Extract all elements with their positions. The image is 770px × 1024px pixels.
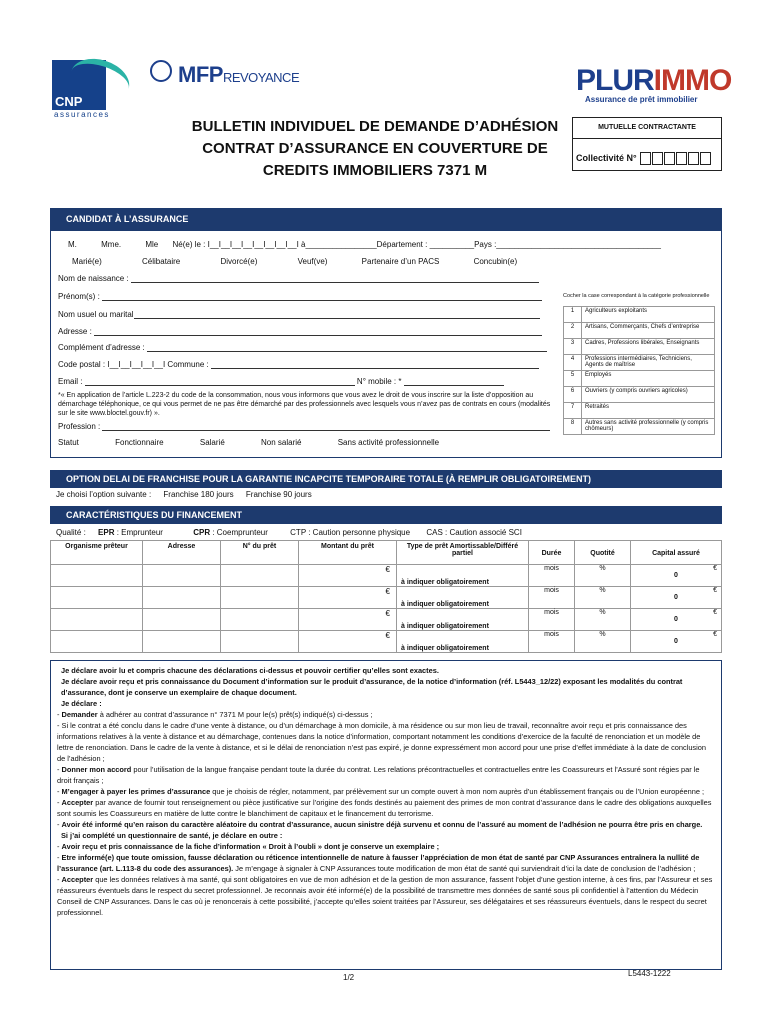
capital-value: 0 — [674, 638, 678, 645]
qualite-cas[interactable]: CAS : Caution associé SCI — [426, 528, 522, 537]
col-quotite: Quotité — [575, 541, 631, 565]
numero-cell[interactable] — [221, 587, 299, 609]
montant-cell[interactable]: € — [299, 609, 397, 631]
declaration-items — [57, 709, 715, 830]
duree-cell[interactable]: mois — [529, 587, 575, 609]
prenoms-row — [58, 292, 542, 301]
col-numero: N° du prêt — [221, 541, 299, 565]
categorie-number: 8 — [564, 419, 582, 435]
situation-row — [72, 257, 517, 266]
declaration-p2: Je déclare avoir reçu et pris connaissance du Document d’information sur le produit d’assurance, de la notice d’information (réf. L5443_12/22) exposant les modalités du contrat d’assurance, dont je conserve un exemplaire de chaque document. — [61, 677, 683, 697]
document-title — [140, 116, 610, 182]
plurimmo-logo-b: IMMO — [653, 64, 732, 97]
montant-cell[interactable]: € — [299, 631, 397, 653]
declaration-item-bold: Accepter — [61, 875, 94, 884]
title-line-2: CONTRAT D’ASSURANCE EN COUVERTURE DE — [202, 140, 548, 157]
capital-cell — [631, 609, 722, 631]
duree-cell[interactable]: mois — [529, 631, 575, 653]
categorie-row[interactable] — [564, 387, 715, 403]
capital-cell — [631, 587, 722, 609]
civilite-row — [68, 240, 661, 249]
financement-row[interactable] — [51, 587, 722, 609]
collectivite-digit[interactable] — [688, 152, 699, 165]
categorie-number: 3 — [564, 339, 582, 355]
numero-cell[interactable] — [221, 565, 299, 587]
franchise-90[interactable]: Franchise 90 jours — [245, 490, 312, 499]
statut-non-salarie[interactable]: Non salarié — [261, 438, 302, 447]
categorie-row[interactable] — [564, 371, 715, 387]
declaration-item: - Etre informé(e) que toute omission, fausse déclaration ou réticence intentionnelle de nature à fausser l’appréciation de mon état de santé par CNP Assurances entraînera la nullité de l’assurance (art. L.113-8 du code des assurances). Je m’engage à signaler à CNP Assurances toute modification de mon état de santé qui surviendrait d’ici la date de conclusion de l’adhésion ; — [57, 853, 700, 873]
adresse-label: Adresse : — [58, 327, 92, 336]
declaration-item-text: que les données relatives à ma santé, qui sont obligatoires en vue de mon adhésion et de la gestion de mon assurance, fassent l’objet d’une gestion interne, à ces fins, par l’Assureur et ses réassureurs éventuels dans le respect du secret professionnel. Je reconnais avoir été informé(e) de la possibilité de transmettre mes données de santé sous pli confidentiel à l’attention du Médecin Conseil de CNP Assurances. Dans le cas où je renoncerais à cette possibilité, j’accepte qu’elles soient traitées par l’Assureur, ses délégataires et ses réassureurs éventuels, dans le respect du secret professionnel. — [57, 875, 713, 917]
bloctel-note: *« En application de l’article L.223-2 du code de la consommation, nous vous informons que vous avez le droit de vous inscrire sur la liste d’opposition au démarchage téléphonique, ce qui vous permet de ne pas être démarché par des professionnels avec lesquels vous n’avez pas de contrats en cours (modalités sur le site www.bloctel.gouv.fr) ». — [58, 392, 551, 417]
cnp-logo-subtitle: assurances — [54, 110, 110, 119]
capital-euro: € — [713, 609, 717, 616]
capital-euro: € — [713, 631, 717, 638]
financement-table — [50, 540, 722, 653]
categorie-row[interactable] — [564, 339, 715, 355]
financement-header-row — [51, 541, 722, 565]
financement-row[interactable] — [51, 631, 722, 653]
categorie-number: 1 — [564, 307, 582, 323]
declaration-p4: Si j’ai complété un questionnaire de santé, je déclare en outre : — [61, 831, 283, 840]
financement-row[interactable] — [51, 565, 722, 587]
complement-input[interactable] — [147, 351, 547, 352]
categorie-label: Agriculteurs exploitants — [582, 307, 715, 323]
adresse-row — [58, 327, 542, 336]
categorie-row[interactable] — [564, 419, 715, 435]
civilite-m[interactable]: M. — [68, 240, 77, 249]
declaration-item-text: Si le contrat a été conclu dans le cadre d’une vente à distance, ou d’un démarchage à mon domicile, à ma résidence ou sur mon lieu de travail, reconnaître avoir reçu et pris connaissance des informations relatives à la vente à distance et au démarchage, contenues dans la notice d’information, comportant notamment les conditions d’exercice de la faculté de renonciation et un modèle de lettre de renonciation. Dans le cadre de la vente à distance, et si le délai de renonciation n’est pas expiré, je donne expressément mon accord pour une prise d’effet immédiate à la date de conclusion de l’adhésion ; — [57, 721, 706, 763]
declaration-items-2 — [57, 841, 715, 918]
plurimmo-subtitle: Assurance de prêt immobilier — [585, 95, 698, 104]
declaration-item: - Avoir été informé qu’en raison du caractère aléatoire du contrat d’assurance, aucun sinistre déjà survenu et connu de l’assuré au moment de l’adhésion ne pourra être pris en charge. — [57, 820, 703, 829]
franchise-header: OPTION DELAI DE FRANCHISE POUR LA GARANTIE INCAPCITE TEMPORAIRE TOTALE (À REMPLIR OBLIGATOIREMENT) — [50, 470, 722, 488]
categorie-number: 2 — [564, 323, 582, 339]
categorie-row[interactable] — [564, 323, 715, 339]
type-cell[interactable]: à indiquer obligatoirement — [397, 631, 529, 653]
franchise-180[interactable]: Franchise 180 jours — [163, 490, 234, 499]
categorie-title: Cocher la case correspondant à la catégorie professionnelle — [563, 293, 710, 299]
declaration-item-bold: Etre informé(e) que toute omission, fausse déclaration ou réticence intentionnelle de nature à fausser l’appréciation de mon état de santé par CNP Assurances entraînera la nullité de l’assurance (art. L.113-8 du code des assurances). — [57, 853, 700, 873]
quotite-cell[interactable]: % — [575, 609, 631, 631]
mfp-logo — [178, 62, 299, 88]
complement-label: Complément d’adresse : — [58, 343, 145, 352]
quotite-cell[interactable]: % — [575, 631, 631, 653]
capital-value: 0 — [674, 616, 678, 623]
birth-info[interactable]: Né(e) le : I__I__I__I__I__I__I__I__I à________________Département : __________Pays :_____________________________________ — [172, 240, 661, 249]
cnp-logo-text: CNP — [55, 94, 83, 109]
declaration-item-bold: Avoir reçu et pris connaissance de la fiche d’information « Droit à l’oubli » dont je conserve un exemplaire ; — [61, 842, 440, 851]
type-cell[interactable]: à indiquer obligatoirement — [397, 587, 529, 609]
declaration-item: - Accepter que les données relatives à ma santé, qui sont obligatoires en vue de mon adhésion et de la gestion de mon assurance, fassent l’objet d’une gestion interne, à ces fins, par l’Assureur et ses réassureurs éventuels dans le respect du secret professionnel. Je reconnais avoir été informé(e) de la possibilité de transmettre mes données de santé sous pli confidentiel à l’attention du Médecin Conseil de CNP Assurances. Dans le cas où je renoncerais à cette possibilité, j’accepte qu’elles soient traitées par l’Assureur, ses délégataires et ses réassureurs éventuels, dans le respect du secret professionnel. — [57, 875, 713, 917]
categorie-number: 6 — [564, 387, 582, 403]
email-label: Email : — [58, 377, 83, 386]
declaration-item-bold: Accepter — [61, 798, 94, 807]
col-adresse: Adresse — [143, 541, 221, 565]
mobile-label: N° mobile : * — [356, 377, 402, 386]
document-reference: L5443-1222 — [628, 969, 671, 978]
civilite-mle[interactable]: Mle — [145, 240, 159, 249]
nom-usuel-input[interactable] — [134, 318, 540, 319]
code-postal-row — [58, 360, 539, 369]
declaration-item-text: Je m’engage à signaler à CNP Assurances toute modification de mon état de santé qui surviendrait d’ici la date de conclusion de l’adhésion ; — [233, 864, 696, 873]
financement-header: CARACTÉRISTIQUES DU FINANCEMENT — [50, 506, 722, 524]
declaration-item: - Accepter par avance de fournir tout renseignement ou pièce justificative sur l’origine des fonds destinés au paiement des primes de mon contrat d’assurance dans le cadre des obligations auxquelles sont soumis les Coassureurs en matière de lutte contre le blanchiment de capitaux et le financement du terrorisme. — [57, 798, 712, 818]
collectivite-field[interactable] — [576, 152, 711, 165]
situation-veuf[interactable]: Veuf(ve) — [297, 257, 328, 266]
montant-cell[interactable]: € — [299, 565, 397, 587]
mfp-logo-text: MFP — [178, 62, 223, 87]
prenoms-input[interactable] — [102, 300, 542, 301]
duree-cell[interactable]: mois — [529, 565, 575, 587]
title-line-3: CREDITS IMMOBILIERS 7371 M — [262, 162, 488, 179]
organisme-cell[interactable] — [51, 609, 143, 631]
qualite-cpr-text: : Coemprunteur — [212, 528, 268, 537]
type-cell[interactable]: à indiquer obligatoirement — [397, 565, 529, 587]
page-number: 1/2 — [343, 973, 355, 982]
statut-fonctionnaire[interactable]: Fonctionnaire — [115, 438, 164, 447]
type-cell[interactable]: à indiquer obligatoirement — [397, 609, 529, 631]
quotite-cell[interactable]: % — [575, 565, 631, 587]
code-postal-label[interactable]: Code postal : I__I__I__I__I__I Commune : — [58, 360, 209, 369]
adresse-cell[interactable] — [143, 631, 221, 653]
situation-celibataire[interactable]: Célibataire — [142, 257, 181, 266]
montant-cell[interactable]: € — [299, 587, 397, 609]
categorie-table — [563, 306, 715, 435]
capital-cell — [631, 565, 722, 587]
nom-usuel-label: Nom usuel ou marital — [58, 310, 134, 319]
collectivite-digit[interactable] — [652, 152, 663, 165]
declaration-item-text: à adhérer au contrat d’assurance n° 7371 M pour le(s) prêt(s) indiqué(s) ci-dessus ; — [97, 710, 373, 719]
candidat-header: CANDIDAT À L’ASSURANCE — [50, 208, 722, 230]
declaration-item-bold: Demander — [61, 710, 98, 719]
mutuelle-divider — [572, 138, 722, 139]
categorie-label: Retraités — [582, 403, 715, 419]
prenoms-label: Prénom(s) : — [58, 292, 100, 301]
franchise-row — [56, 490, 312, 499]
situation-marie[interactable]: Marié(e) — [72, 257, 102, 266]
mutuelle-label: MUTUELLE CONTRACTANTE — [598, 124, 696, 131]
statut-sans-activite[interactable]: Sans activité professionnelle — [337, 438, 440, 447]
declaration-item: - Demander à adhérer au contrat d’assurance n° 7371 M pour le(s) prêt(s) indiqué(s) ci-dessus ; — [57, 710, 373, 719]
categorie-label: Cadres, Professions libérales, Enseignants — [582, 339, 715, 355]
situation-divorce[interactable]: Divorcé(e) — [220, 257, 258, 266]
categorie-label: Professions intermédiaires, Techniciens, Agents de maîtrise — [582, 355, 715, 371]
col-capital: Capital assuré — [631, 541, 722, 565]
declaration-item: - Donner mon accord pour l’utilisation de la langue française pendant toute la durée du contrat. Les relations précontractuelles et contractuelles entre les Coassureurs et l’Assuré sont régies par le droit français ; — [57, 765, 700, 785]
nom-naissance-label: Nom de naissance : — [58, 274, 129, 283]
categorie-row[interactable] — [564, 355, 715, 371]
declaration-item-text: pour l’utilisation de la langue française pendant toute la durée du contrat. Les relations précontractuelles et contractuelles entre les Coassureurs et l’Assuré sont régies par le droit français ; — [57, 765, 700, 785]
title-line-1: BULLETIN INDIVIDUEL DE DEMANDE D’ADHÉSION — [191, 118, 559, 135]
mfp-icon — [150, 60, 172, 82]
categorie-label: Artisans, Commerçants, Chefs d’entreprise — [582, 323, 715, 339]
col-duree: Durée — [529, 541, 575, 565]
col-organisme: Organisme prêteur — [51, 541, 143, 565]
civilite-mme[interactable]: Mme. — [101, 240, 122, 249]
complement-row — [58, 343, 547, 352]
declaration-item: - Avoir reçu et pris connaissance de la fiche d’information « Droit à l’oubli » dont je conserve un exemplaire ; — [57, 842, 440, 851]
collectivite-digit[interactable] — [664, 152, 675, 165]
financement-row[interactable] — [51, 609, 722, 631]
capital-cell — [631, 631, 722, 653]
nom-naissance-row — [58, 274, 539, 283]
categorie-label: Autres sans activité professionnelle (y compris chômeurs) — [582, 419, 715, 435]
capital-value: 0 — [674, 572, 678, 579]
declaration-item-bold: M’engager à payer les primes d’assurance — [61, 787, 211, 796]
quotite-cell[interactable]: % — [575, 587, 631, 609]
mfp-logo-small: REVOYANCE — [222, 70, 300, 85]
nom-naissance-input[interactable] — [131, 282, 539, 283]
categorie-label: Employés — [582, 371, 715, 387]
profession-label: Profession : — [58, 422, 101, 431]
declaration-item-bold: Avoir été informé qu’en raison du caractère aléatoire du contrat d’assurance, aucun sinistre déjà survenu et connu de l’assuré au moment de l’adhésion ne pourra être pris en charge. — [61, 820, 703, 829]
nom-usuel-row — [58, 310, 540, 319]
email-input[interactable] — [85, 385, 355, 386]
organisme-cell[interactable] — [51, 565, 143, 587]
organisme-cell[interactable] — [51, 587, 143, 609]
declaration-p1: Je déclare avoir lu et compris chacune des déclarations ci-dessus et pouvoir certifier qu’elles sont exactes. — [61, 666, 439, 675]
declaration-block — [50, 660, 722, 970]
organisme-cell[interactable] — [51, 631, 143, 653]
categorie-label: Ouvriers (y compris ouvriers agricoles) — [582, 387, 715, 403]
capital-value: 0 — [674, 594, 678, 601]
qualite-row — [56, 528, 522, 537]
categorie-number: 4 — [564, 355, 582, 371]
collectivite-digit[interactable] — [676, 152, 687, 165]
adresse-cell[interactable] — [143, 565, 221, 587]
categorie-row[interactable] — [564, 307, 715, 323]
categorie-number: 5 — [564, 371, 582, 387]
adresse-cell[interactable] — [143, 587, 221, 609]
declaration-item-text: que je choisis de régler, notamment, par prélèvement sur un compte ouvert à mon nom auprès d’un établissement français ou de l’Union européenne ; — [210, 787, 705, 796]
qualite-epr-text: : Emprunteur — [116, 528, 163, 537]
franchise-choix-label: Je choisi l’option suivante : — [56, 490, 152, 499]
declaration-p3: Je déclare : — [61, 699, 102, 708]
categorie-row[interactable] — [564, 403, 715, 419]
email-row — [58, 377, 504, 386]
declaration-item-text: par avance de fournir tout renseignement ou pièce justificative sur l’origine des fonds destinés au paiement des primes de mon contrat d’assurance dans le cadre des obligations auxquelles sont soumis les Coassureurs en matière de lutte contre le blanchiment de capitaux et le financement du terrorisme. — [57, 798, 712, 818]
adresse-cell[interactable] — [143, 609, 221, 631]
qualite-label: Qualité : — [56, 528, 86, 537]
col-montant: Montant du prêt — [299, 541, 397, 565]
capital-euro: € — [713, 565, 717, 572]
collectivite-label: Collectivité N° — [576, 152, 637, 163]
qualite-cpr[interactable]: CPR — [193, 528, 211, 537]
profession-row — [58, 422, 550, 431]
declaration-item: - Si le contrat a été conclu dans le cadre d’une vente à distance, ou d’un démarchage à mon domicile, à ma résidence ou sur mon lieu de travail, reconnaître avoir reçu et pris connaissance des informations relatives à la vente à distance et au démarchage, contenues dans la notice d’information, comportant notamment les conditions d’exercice de la faculté de renonciation et un modèle de lettre de renonciation. Dans le cadre de la vente à distance, et si le délai de renonciation n’est pas expiré, je donne expressément mon accord pour une prise d’effet immédiate à la date de conclusion de l’adhésion ; — [57, 721, 706, 763]
numero-cell[interactable] — [221, 609, 299, 631]
commune-input[interactable] — [211, 368, 539, 369]
declaration-item: - M’engager à payer les primes d’assurance que je choisis de régler, notamment, par prélèvement sur un compte ouvert à mon nom auprès d’un établissement français ou de l’Union européenne ; — [57, 787, 705, 796]
qualite-ctp[interactable]: CTP : Caution personne physique — [290, 528, 411, 537]
declaration-item-bold: Donner mon accord — [61, 765, 132, 774]
situation-pacs[interactable]: Partenaire d’un PACS — [361, 257, 440, 266]
mobile-input[interactable] — [404, 385, 504, 386]
capital-euro: € — [713, 587, 717, 594]
statut-salarie[interactable]: Salarié — [199, 438, 225, 447]
plurimmo-logo — [576, 64, 731, 98]
plurimmo-logo-a: PLUR — [576, 64, 654, 97]
numero-cell[interactable] — [221, 631, 299, 653]
statut-row — [58, 438, 439, 447]
adresse-input[interactable] — [94, 335, 542, 336]
collectivite-digit[interactable] — [700, 152, 711, 165]
profession-input[interactable] — [102, 430, 550, 431]
duree-cell[interactable]: mois — [529, 609, 575, 631]
collectivite-digit[interactable] — [640, 152, 651, 165]
col-type: Type de prêt Amortissable/Différé partiel — [397, 541, 529, 565]
qualite-epr[interactable]: EPR — [98, 528, 115, 537]
statut-label: Statut — [58, 438, 79, 447]
situation-concubin[interactable]: Concubin(e) — [473, 257, 518, 266]
categorie-number: 7 — [564, 403, 582, 419]
